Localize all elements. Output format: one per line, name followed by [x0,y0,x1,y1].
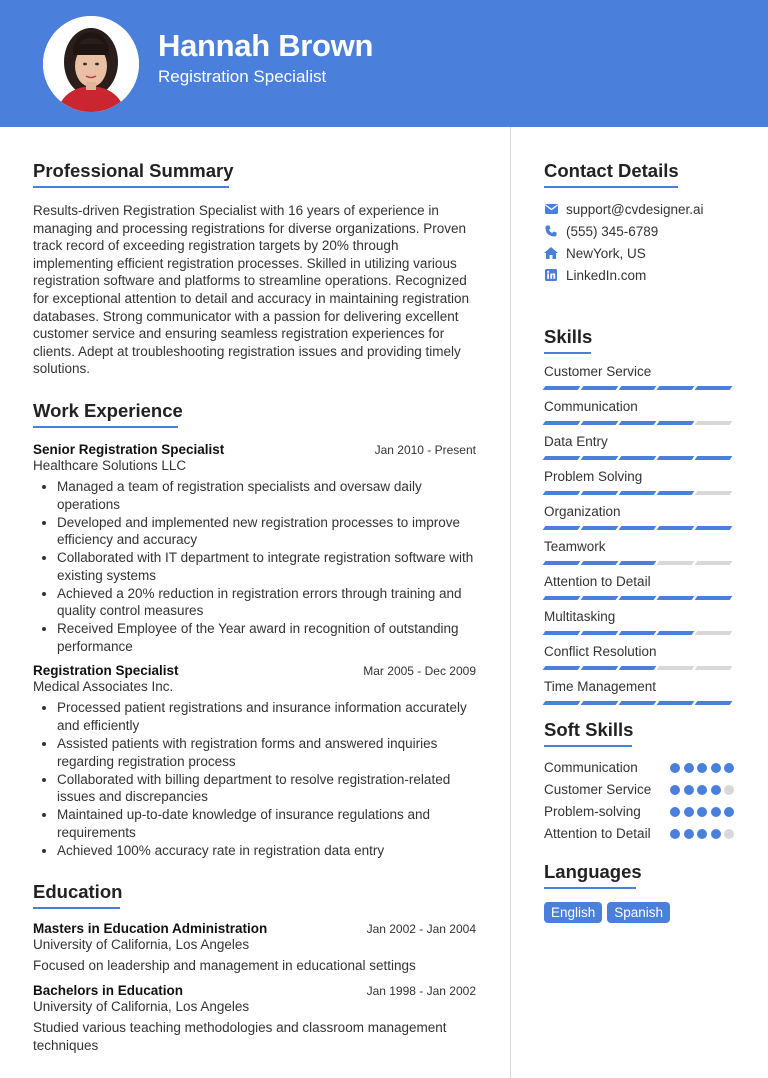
skill-item [544,469,734,495]
soft-skill-item [544,781,734,799]
language-tag: Spanish [607,902,670,923]
home-icon [544,246,558,260]
skill-level-segment [581,386,619,390]
section-underline [33,907,120,909]
skill-level-segment [581,666,619,670]
skill-level-segment [543,421,581,425]
skill-level-bar [544,526,734,530]
soft-skill-rating [670,829,734,839]
section-underline [33,186,229,188]
skill-level-segment [695,561,733,565]
skill-level-segment [619,421,657,425]
skill-level-segment [657,596,695,600]
rating-dot [670,829,680,839]
contact-linkedin[interactable] [544,264,734,286]
job-company: Healthcare Solutions LLC [33,457,187,473]
skill-level-segment [619,386,657,390]
skill-level-bar [544,596,734,600]
skill-level-segment [695,596,733,600]
contact-section [544,160,734,286]
candidate-name: Hannah Brown [158,28,374,63]
list-item: Developed and implemented new registration processes to improve efficiency and accuracy [33,514,476,549]
work-section [33,400,476,859]
rating-dot [711,807,721,817]
list-item: Received Employee of the Year award in recognition of outstanding performance [33,620,476,655]
skill-level-segment [657,456,695,460]
list-item: Managed a team of registration specialists and oversaw daily operations [33,478,476,513]
education-description: Focused on leadership and management in educational settings [33,958,416,974]
contact-phone[interactable] [544,220,734,242]
education-entry [33,921,476,975]
skill-level-segment [543,491,581,495]
skill-level-segment [619,456,657,460]
skill-item [544,679,734,705]
languages-heading: Languages [544,861,642,882]
rating-dot [684,829,694,839]
skill-level-segment [543,631,581,635]
degree-title: Bachelors in Education [33,982,184,998]
linkedin-icon [544,268,558,282]
section-underline [544,745,632,747]
contact-heading: Contact Details [544,160,679,181]
skill-level-segment [695,421,733,425]
envelope-icon [544,202,558,216]
summary-text: Results-driven Registration Specialist with 16 years of experience in managing and processing registrations for diverse organizations. Proven track record of exceeding registration targets by 20% through implementing efficient registration processes. Skilled in utilizing various registration software and platforms to streamline operations. Recognized for exceptional attention to detail and accuracy in maintaining registration databases. Strong communicator with a passion for delivering excellent customer service and ensuring seamless registration experiences for clients. Adept at troubleshooting registration issues and providing timely solutions. [33,203,470,377]
contact-email[interactable] [544,198,734,220]
skill-name: Teamwork [544,539,606,554]
skill-level-segment [581,421,619,425]
skill-level-segment [657,701,695,705]
rating-dot [711,785,721,795]
skills-list [544,364,734,705]
skills-heading: Skills [544,326,593,347]
rating-dot [684,763,694,773]
skill-level-segment [619,666,657,670]
soft-skill-item [544,825,734,843]
skill-level-segment [619,631,657,635]
skill-level-bar [544,456,734,460]
education-heading: Education [33,881,123,903]
soft-skills-heading: Soft Skills [544,719,634,740]
skill-level-segment [695,386,733,390]
rating-dot [684,785,694,795]
rating-dot [711,829,721,839]
job-title: Registration Specialist [33,663,179,679]
skill-item [544,539,734,565]
list-item: Maintained up-to-date knowledge of insurance regulations and requirements [33,806,476,841]
list-item: Achieved a 20% reduction in registration errors through training and quality control measures [33,585,476,620]
candidate-role: Registration Specialist [158,67,327,86]
soft-skill-rating [670,807,734,817]
contact-text: (555) 345-6789 [566,223,659,239]
rating-dot [697,785,707,795]
soft-skill-rating [670,763,734,773]
education-dates: Jan 2002 - Jan 2004 [366,922,476,937]
list-item: Assisted patients with registration forms and answered inquiries regarding registration process [33,735,476,770]
job-title: Senior Registration Specialist [33,441,225,457]
skill-item [544,644,734,670]
skill-level-segment [695,491,733,495]
rating-dot [724,785,734,795]
rating-dot [697,763,707,773]
soft-skills-list [544,759,734,843]
list-item: Processed patient registrations and insurance information accurately and efficiently [33,699,476,734]
list-item: Collaborated with IT department to integrate registration software with existing systems [33,549,476,584]
rating-dot [697,807,707,817]
soft-skill-item [544,759,734,777]
job-entry [33,442,476,656]
skill-level-segment [657,526,695,530]
skill-name: Conflict Resolution [544,644,657,659]
skill-level-segment [695,666,733,670]
summary-heading: Professional Summary [33,160,234,181]
soft-skill-item [544,803,734,821]
skill-name: Customer Service [544,364,652,379]
school-name: University of California, Los Angeles [33,998,250,1014]
skill-item [544,574,734,600]
job-entry [33,663,476,859]
contact-text: LinkedIn.com [566,267,647,283]
job-dates: Mar 2005 - Dec 2009 [363,664,476,679]
list-item: Achieved 100% accuracy rate in registration data entry [33,842,476,860]
job-bullets [33,699,476,859]
skill-level-segment [695,456,733,460]
skill-level-segment [619,701,657,705]
skill-level-bar [544,491,734,495]
education-dates: Jan 1998 - Jan 2002 [366,983,476,998]
skill-level-segment [619,596,657,600]
rating-dot [711,763,721,773]
school-name: University of California, Los Angeles [33,937,250,953]
skill-level-segment [581,631,619,635]
work-heading: Work Experience [33,399,183,421]
skill-level-bar [544,631,734,635]
language-tags [544,902,734,923]
section-underline [544,352,591,354]
skill-level-segment [657,631,695,635]
skill-level-segment [543,386,581,390]
skill-name: Organization [544,504,621,519]
skill-item [544,399,734,425]
skill-level-segment [581,456,619,460]
skill-level-segment [581,561,619,565]
skill-level-segment [657,386,695,390]
degree-title: Masters in Education Administration [33,921,268,937]
skill-name: Data Entry [544,434,608,449]
soft-skills-section [544,719,734,843]
skill-level-segment [543,666,581,670]
skill-level-segment [619,491,657,495]
skill-name: Multitasking [544,609,616,624]
skill-level-bar [544,421,734,425]
skill-level-bar [544,561,734,565]
sidebar-column [544,127,734,923]
skill-level-segment [581,701,619,705]
rating-dot [724,807,734,817]
skill-level-segment [619,526,657,530]
skill-level-segment [695,631,733,635]
rating-dot [684,807,694,817]
skill-level-segment [581,526,619,530]
column-divider [510,127,511,1078]
education-entry [33,983,476,1054]
skill-level-bar [544,701,734,705]
section-underline [544,887,636,889]
skills-section [544,326,734,705]
rating-dot [670,785,680,795]
main-column [33,127,476,1054]
summary-section [33,160,476,378]
list-item: Collaborated with billing department to resolve registration-related issues and discrepancies [33,771,476,806]
skill-name: Communication [544,399,638,414]
skill-level-segment [543,456,581,460]
job-company: Medical Associates Inc. [33,679,174,695]
skill-item [544,364,734,390]
skill-level-segment [695,701,733,705]
soft-skill-name: Problem-solving [544,804,641,819]
education-section [33,881,476,1054]
skill-level-segment [543,701,581,705]
skill-name: Problem Solving [544,469,643,484]
skill-level-segment [543,561,581,565]
skill-level-segment [543,526,581,530]
section-underline [544,186,678,188]
section-underline [33,426,178,428]
skill-item [544,504,734,530]
skill-level-bar [544,666,734,670]
rating-dot [670,763,680,773]
skill-level-bar [544,386,734,390]
language-tag: English [544,902,602,923]
skill-item [544,609,734,635]
job-bullets [33,478,476,656]
education-description: Studied various teaching methodologies and classroom management techniques [33,1019,447,1053]
soft-skill-name: Communication [544,760,638,775]
rating-dot [724,829,734,839]
rating-dot [697,829,707,839]
soft-skill-name: Attention to Detail [544,826,651,841]
skill-item [544,434,734,460]
contact-location [544,242,734,264]
skill-level-segment [581,491,619,495]
skill-level-segment [657,666,695,670]
skill-name: Time Management [544,679,657,694]
soft-skill-rating [670,785,734,795]
avatar [43,16,139,112]
skill-level-segment [657,491,695,495]
contact-text: NewYork, US [566,245,646,261]
soft-skill-name: Customer Service [544,782,652,797]
phone-icon [544,224,558,238]
languages-section [544,861,734,923]
skill-level-segment [695,526,733,530]
skill-level-segment [657,421,695,425]
rating-dot [670,807,680,817]
contact-text: support@cvdesigner.ai [566,201,704,217]
rating-dot [724,763,734,773]
skill-level-segment [657,561,695,565]
header-banner [0,0,768,127]
skill-level-segment [581,596,619,600]
skill-level-segment [543,596,581,600]
skill-name: Attention to Detail [544,574,651,589]
job-dates: Jan 2010 - Present [374,442,476,457]
skill-level-segment [619,561,657,565]
